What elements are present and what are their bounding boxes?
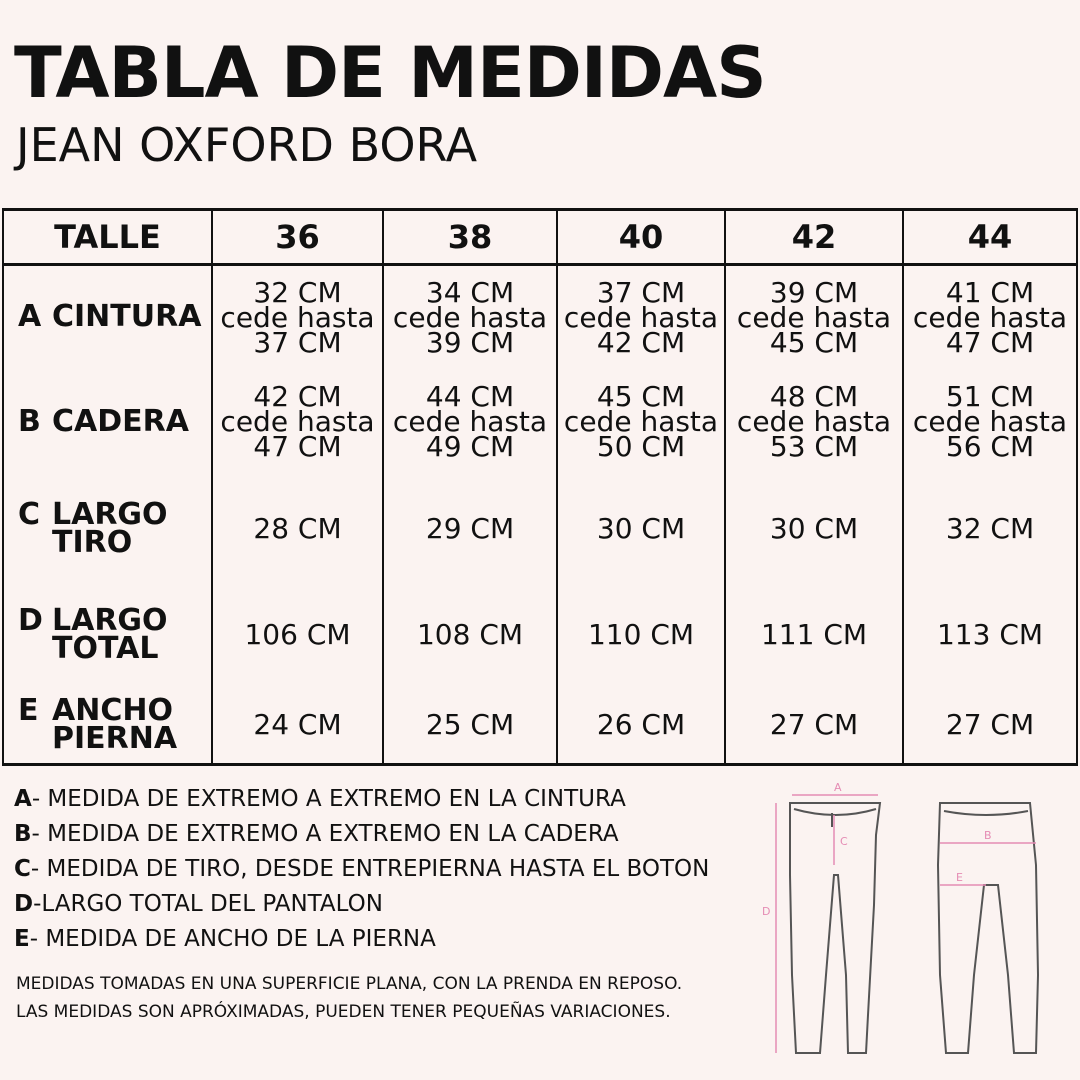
table-row-cadera bbox=[3, 369, 1077, 475]
row-label-cintura bbox=[3, 265, 212, 369]
cell-tiro-44: 32 CM bbox=[903, 475, 1077, 583]
cell-ancho-38: 25 CM bbox=[383, 687, 557, 765]
row-label-largo-tiro bbox=[3, 475, 212, 583]
diagram-label-e: E bbox=[956, 871, 963, 884]
row-label-text: ANCHO bbox=[52, 692, 173, 728]
row-label-cadera bbox=[3, 369, 212, 475]
diagram-label-c: C bbox=[840, 835, 848, 848]
legend-item-a: A- MEDIDA DE EXTREMO A EXTREMO EN LA CINTURA bbox=[14, 786, 626, 812]
row-label-text: TOTAL bbox=[52, 630, 159, 666]
row-letter: A bbox=[18, 299, 42, 335]
cell-cintura-44: 41 CM cede hasta 47 CM bbox=[903, 265, 1077, 369]
row-letter: D bbox=[18, 602, 43, 638]
cell-cadera-40: 45 CM cede hasta 50 CM bbox=[557, 369, 725, 475]
diagram-label-a: A bbox=[834, 781, 842, 794]
cell-total-40: 110 CM bbox=[557, 583, 725, 687]
cell-tiro-36: 28 CM bbox=[212, 475, 383, 583]
row-letter: B bbox=[18, 403, 41, 439]
front-pants-outline bbox=[790, 803, 880, 1053]
table-row-cintura bbox=[3, 265, 1077, 369]
measurement-note bbox=[16, 970, 726, 1026]
legend-item-e: E- MEDIDA DE ANCHO DE LA PIERNA bbox=[14, 926, 436, 952]
size-table bbox=[2, 208, 1078, 766]
measurement-legend bbox=[14, 782, 709, 957]
cell-tiro-42: 30 CM bbox=[725, 475, 903, 583]
header-size-36: 36 bbox=[212, 210, 383, 265]
header-size-42: 42 bbox=[725, 210, 903, 265]
row-label-text: LARGO bbox=[52, 496, 168, 532]
row-letter: C bbox=[18, 496, 41, 532]
cell-cintura-40: 37 CM cede hasta 42 CM bbox=[557, 265, 725, 369]
diagram-label-d: D bbox=[762, 905, 771, 918]
row-label-text: PIERNA bbox=[52, 720, 178, 756]
cell-total-38: 108 CM bbox=[383, 583, 557, 687]
legend-item-c: C- MEDIDA DE TIRO, DESDE ENTREPIERNA HASTA EL BOTON bbox=[14, 856, 710, 882]
cell-ancho-44: 27 CM bbox=[903, 687, 1077, 765]
measure-lines bbox=[776, 795, 1036, 1053]
table-row-largo-total bbox=[3, 583, 1077, 687]
cell-cintura-42: 39 CM cede hasta 45 CM bbox=[725, 265, 903, 369]
table-row-largo-tiro bbox=[3, 475, 1077, 583]
cell-tiro-38: 29 CM bbox=[383, 475, 557, 583]
pants-measurement-diagram bbox=[748, 775, 1078, 1075]
row-label-text: CADERA bbox=[52, 403, 189, 439]
cell-cadera-36: 42 CM cede hasta 47 CM bbox=[212, 369, 383, 475]
header-talle: TALLE bbox=[3, 210, 212, 265]
table-header-row bbox=[3, 210, 1077, 265]
note-flat-surface: MEDIDAS TOMADAS EN UNA SUPERFICIE PLANA, CON LA PRENDA EN REPOSO. bbox=[16, 974, 683, 994]
cell-tiro-40: 30 CM bbox=[557, 475, 725, 583]
row-label-text: LARGO bbox=[52, 602, 168, 638]
header-size-40: 40 bbox=[557, 210, 725, 265]
row-label-text: CINTURA bbox=[52, 299, 202, 335]
cell-total-44: 113 CM bbox=[903, 583, 1077, 687]
cell-total-36: 106 CM bbox=[212, 583, 383, 687]
cell-ancho-42: 27 CM bbox=[725, 687, 903, 765]
legend-item-d: D-LARGO TOTAL DEL PANTALON bbox=[14, 891, 383, 917]
header-size-44: 44 bbox=[903, 210, 1077, 265]
cell-cadera-38: 44 CM cede hasta 49 CM bbox=[383, 369, 557, 475]
row-label-largo-total bbox=[3, 583, 212, 687]
cell-total-42: 111 CM bbox=[725, 583, 903, 687]
table-row-ancho-pierna bbox=[3, 687, 1077, 765]
cell-cintura-36: 32 CM cede hasta 37 CM bbox=[212, 265, 383, 369]
page-title: TABLA DE MEDIDAS bbox=[14, 32, 766, 114]
row-label-text: TIRO bbox=[52, 524, 133, 560]
cell-cintura-38: 34 CM cede hasta 39 CM bbox=[383, 265, 557, 369]
cell-cadera-44: 51 CM cede hasta 56 CM bbox=[903, 369, 1077, 475]
legend-item-b: B- MEDIDA DE EXTREMO A EXTREMO EN LA CADERA bbox=[14, 821, 619, 847]
cell-cadera-42: 48 CM cede hasta 53 CM bbox=[725, 369, 903, 475]
header-size-38: 38 bbox=[383, 210, 557, 265]
row-letter: E bbox=[18, 692, 39, 728]
page-subtitle: JEAN OXFORD BORA bbox=[16, 118, 478, 172]
cell-ancho-36: 24 CM bbox=[212, 687, 383, 765]
note-approximate: LAS MEDIDAS SON APRÓXIMADAS, PUEDEN TENER PEQUEÑAS VARIACIONES. bbox=[16, 1002, 671, 1022]
cell-ancho-40: 26 CM bbox=[557, 687, 725, 765]
diagram-label-b: B bbox=[984, 829, 992, 842]
row-label-ancho-pierna bbox=[3, 687, 212, 765]
